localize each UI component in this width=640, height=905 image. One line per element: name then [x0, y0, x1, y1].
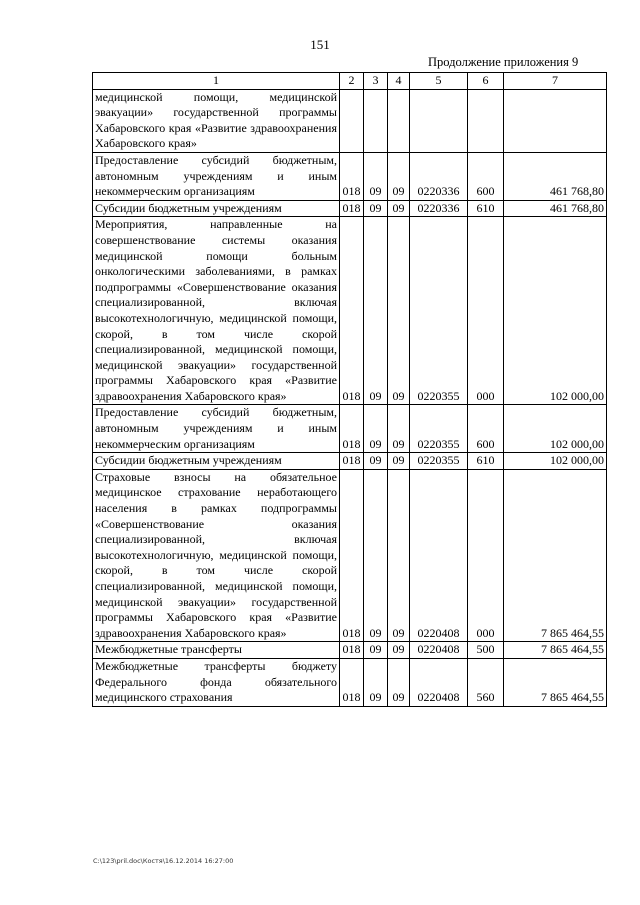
ministry-code: 018 [340, 152, 364, 200]
section-code: 09 [364, 152, 388, 200]
ministry-code: 018 [340, 405, 364, 453]
ministry-code: 018 [340, 469, 364, 642]
row-description: Страховые взносы на обязательное медицинское страхование неработающего населения в рамках подпрограммы «Совершенствование оказания специализированной, включая высокотехнологичную, медицинской помощи, скорой, в том числе скорой специализированной, медицинской помощи, медицинской эвакуации» государственной программы Хабаровского края «Развитие здравоохранения Хабаровского края» [93, 469, 340, 642]
column-header: 6 [468, 73, 504, 90]
subsection-code: 09 [388, 642, 410, 659]
subsection-code: 09 [388, 469, 410, 642]
expense-type-code: 000 [468, 217, 504, 405]
table-row [93, 405, 607, 453]
table-row [93, 200, 607, 217]
section-code: 09 [364, 453, 388, 470]
target-code: 0220355 [410, 217, 468, 405]
ministry-code: 018 [340, 200, 364, 217]
expense-type-code [468, 89, 504, 152]
amount: 7 865 464,55 [504, 658, 607, 706]
ministry-code: 018 [340, 642, 364, 659]
amount [504, 89, 607, 152]
subsection-code: 09 [388, 217, 410, 405]
page-number: 151 [310, 37, 330, 52]
ministry-code: 018 [340, 658, 364, 706]
row-description: Предоставление субсидий бюджетным, автономным учреждениям и иным некоммерческим организациям [93, 152, 340, 200]
column-header: 2 [340, 73, 364, 90]
target-code: 0220336 [410, 200, 468, 217]
target-code: 0220408 [410, 658, 468, 706]
table-row [93, 217, 607, 405]
subsection-code: 09 [388, 453, 410, 470]
table-row [93, 453, 607, 470]
row-description: Предоставление субсидий бюджетным, автономным учреждениям и иным некоммерческим организациям [93, 405, 340, 453]
amount: 461 768,80 [504, 200, 607, 217]
subsection-code: 09 [388, 658, 410, 706]
expense-type-code: 000 [468, 469, 504, 642]
table-row [93, 469, 607, 642]
ministry-code: 018 [340, 217, 364, 405]
table-row [93, 642, 607, 659]
table-row [93, 89, 607, 152]
row-description: Мероприятия, направленные на совершенствование системы оказания медицинской помощи больным онкологическими заболеваниями, в рамках подпрограммы «Совершенствование оказания специализированной, включая высокотехнологичную, медицинской помощи, скорой, в том числе скорой специализированной, медицинской помощи, медицинской эвакуации» государственной программы Хабаровского края «Развитие здравоохранения Хабаровского края» [93, 217, 340, 405]
amount: 461 768,80 [504, 152, 607, 200]
section-code: 09 [364, 642, 388, 659]
amount: 7 865 464,55 [504, 469, 607, 642]
target-code: 0220408 [410, 469, 468, 642]
ministry-code [340, 89, 364, 152]
target-code [410, 89, 468, 152]
expense-type-code: 600 [468, 152, 504, 200]
column-header: 4 [388, 73, 410, 90]
amount: 102 000,00 [504, 405, 607, 453]
row-description: Субсидии бюджетным учреждениям [93, 453, 340, 470]
table-header-row [93, 73, 607, 90]
target-code: 0220336 [410, 152, 468, 200]
subsection-code: 09 [388, 200, 410, 217]
footer-file-path: C:\123\pril.doc\Костя\16.12.2014 16:27:00 [93, 857, 234, 865]
column-header: 7 [504, 73, 607, 90]
target-code: 0220355 [410, 405, 468, 453]
expense-type-code: 560 [468, 658, 504, 706]
subsection-code [388, 89, 410, 152]
ministry-code: 018 [340, 453, 364, 470]
table-row [93, 152, 607, 200]
section-code: 09 [364, 658, 388, 706]
row-description: Межбюджетные трансферты [93, 642, 340, 659]
amount: 102 000,00 [504, 217, 607, 405]
section-code: 09 [364, 217, 388, 405]
target-code: 0220355 [410, 453, 468, 470]
row-description: Субсидии бюджетным учреждениям [93, 200, 340, 217]
row-description: медицинской помощи, медицинской эвакуации» государственной программы Хабаровского края «Развитие здравоохранения Хабаровского края» [93, 89, 340, 152]
column-header: 5 [410, 73, 468, 90]
section-code: 09 [364, 200, 388, 217]
amount: 7 865 464,55 [504, 642, 607, 659]
continuation-label: Продолжение приложения 9 [428, 55, 579, 69]
budget-table [92, 72, 607, 707]
row-description: Межбюджетные трансферты бюджету Федерального фонда обязательного медицинского страхования [93, 658, 340, 706]
expense-type-code: 610 [468, 200, 504, 217]
section-code: 09 [364, 469, 388, 642]
target-code: 0220408 [410, 642, 468, 659]
expense-type-code: 610 [468, 453, 504, 470]
amount: 102 000,00 [504, 453, 607, 470]
expense-type-code: 500 [468, 642, 504, 659]
subsection-code: 09 [388, 405, 410, 453]
section-code: 09 [364, 405, 388, 453]
subsection-code: 09 [388, 152, 410, 200]
section-code [364, 89, 388, 152]
expense-type-code: 600 [468, 405, 504, 453]
column-header: 3 [364, 73, 388, 90]
column-header: 1 [93, 73, 340, 90]
table-row [93, 658, 607, 706]
